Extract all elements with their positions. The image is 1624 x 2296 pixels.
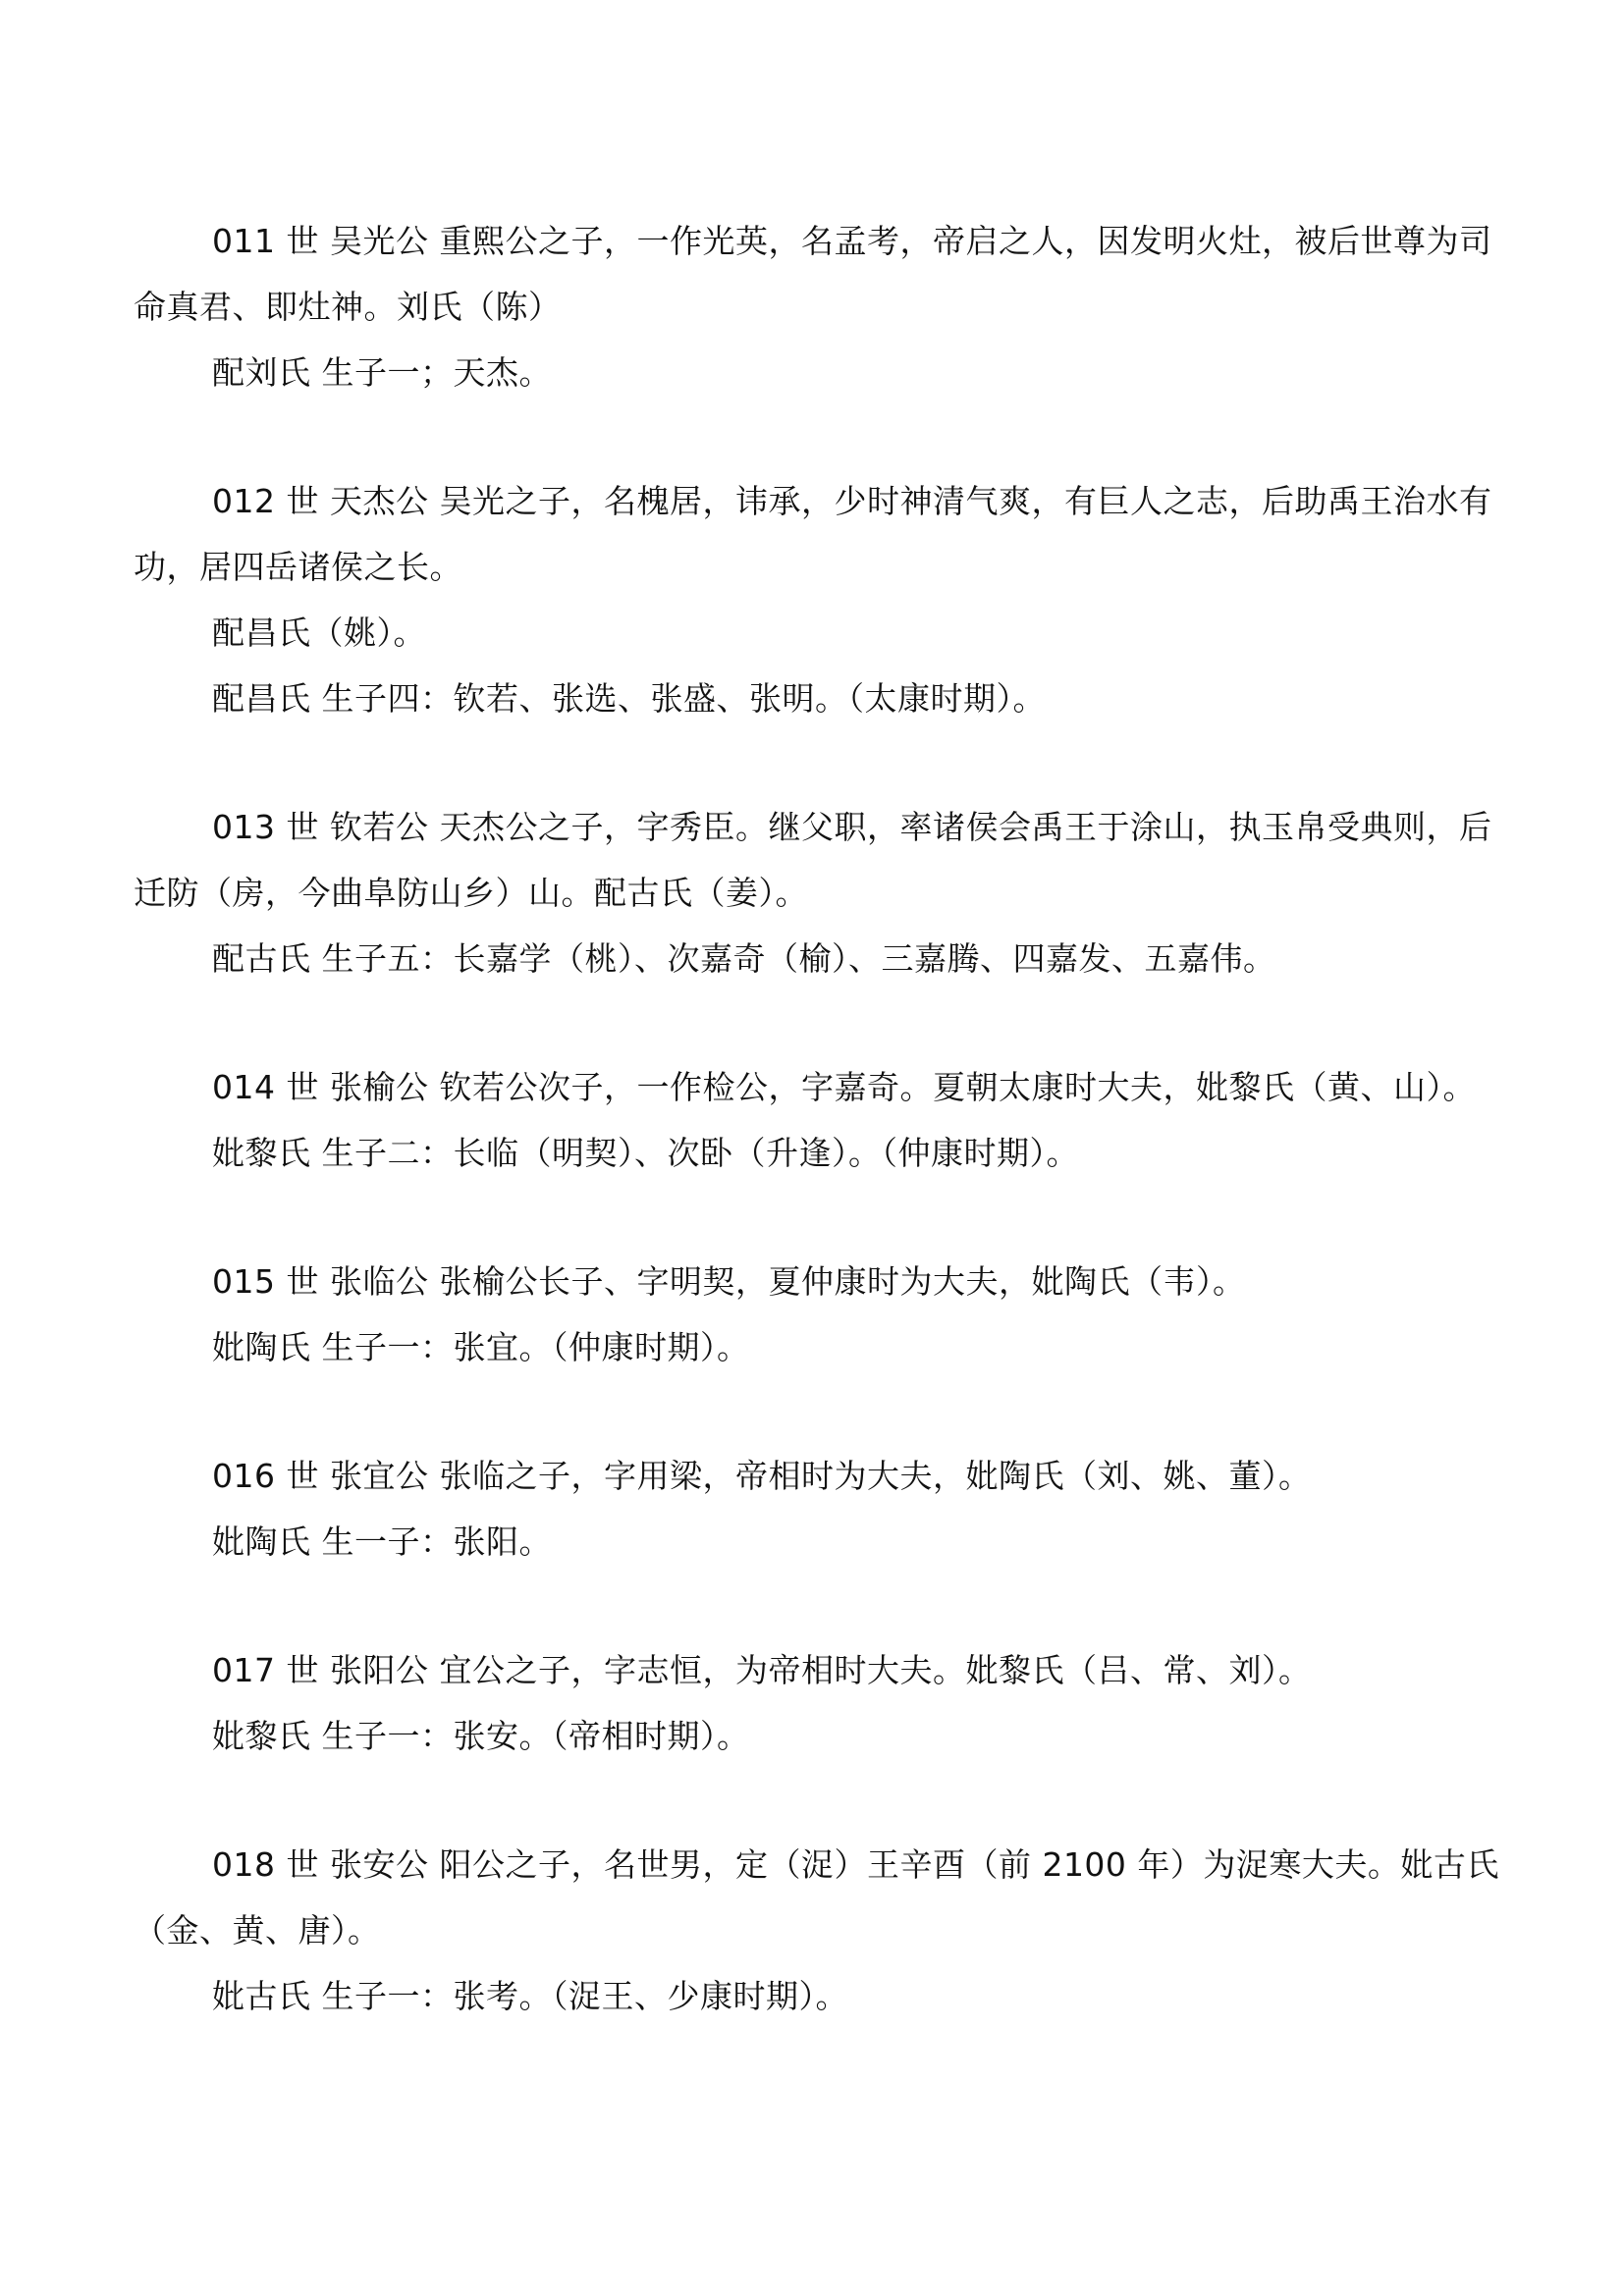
entry-012 — [134, 468, 1520, 731]
entry-013 — [134, 794, 1520, 991]
entry-017 — [134, 1637, 1520, 1769]
entry-018 — [134, 1832, 1520, 2029]
genealogy-text — [134, 208, 1520, 2092]
entry-children-013: 配古氏 生子五：长嘉学（桃）、次嘉奇（榆）、三嘉腾、四嘉发、五嘉伟。 — [212, 939, 1276, 978]
entry-spouse-012: 配昌氏（姚）。 — [212, 614, 426, 652]
entry-heading-011: 011 世 吴光公 重熙公之子，一作光英，名孟考，帝启之人，因发明火灶，被后世尊为司命真君、即灶神。刘氏（陈） — [134, 222, 1492, 326]
entry-heading-013: 013 世 钦若公 天杰公之子，字秀臣。继父职，率诸侯会禹王于涂山，执玉帛受典则，后迁防（房，今曲阜防山乡）山。配古氏（姜）。 — [134, 808, 1492, 912]
entry-heading-018: 018 世 张安公 阳公之子，名世男，定（浞）王辛酉（前 2100 年）为浞寒大夫。妣古氏（金、黄、唐）。 — [134, 1845, 1499, 1949]
entry-heading-016: 016 世 张宜公 张临之子，字用梁，帝相时为大夫，妣陶氏（刘、姚、董）。 — [212, 1457, 1312, 1495]
entry-heading-014: 014 世 张榆公 钦若公次子，一作检公，字嘉奇。夏朝太康时大夫，妣黎氏（黄、山）。 — [212, 1068, 1476, 1106]
entry-children-014: 妣黎氏 生子二：长临（明契）、次卧（升逢）。（仲康时期）。 — [212, 1134, 1079, 1172]
entry-014 — [134, 1054, 1520, 1186]
entry-heading-015: 015 世 张临公 张榆公长子、字明契，夏仲康时为大夫，妣陶氏（韦）。 — [212, 1262, 1246, 1301]
entry-011 — [134, 208, 1520, 405]
entry-children-016: 妣陶氏 生一子：张阳。 — [212, 1522, 552, 1561]
entry-children-018: 妣古氏 生子一：张考。（浞王、少康时期）。 — [212, 1977, 848, 2015]
entry-heading-017: 017 世 张阳公 宜公之子，字志恒，为帝相时大夫。妣黎氏（吕、常、刘）。 — [212, 1651, 1312, 1689]
entry-016 — [134, 1443, 1520, 1575]
entry-children-017: 妣黎氏 生子一：张安。（帝相时期）。 — [212, 1717, 750, 1755]
entry-heading-012: 012 世 天杰公 吴光之子，名槐居，讳承，少时神清气爽，有巨人之志，后助禹王治水有功，居四岳诸侯之长。 — [134, 482, 1492, 586]
entry-spouse-011: 配刘氏 生子一；天杰。 — [212, 353, 552, 392]
entry-015 — [134, 1249, 1520, 1380]
entry-children-015: 妣陶氏 生子一：张宜。（仲康时期）。 — [212, 1328, 750, 1366]
entry-children-012: 配昌氏 生子四：钦若、张选、张盛、张明。（太康时期）。 — [212, 679, 1046, 718]
